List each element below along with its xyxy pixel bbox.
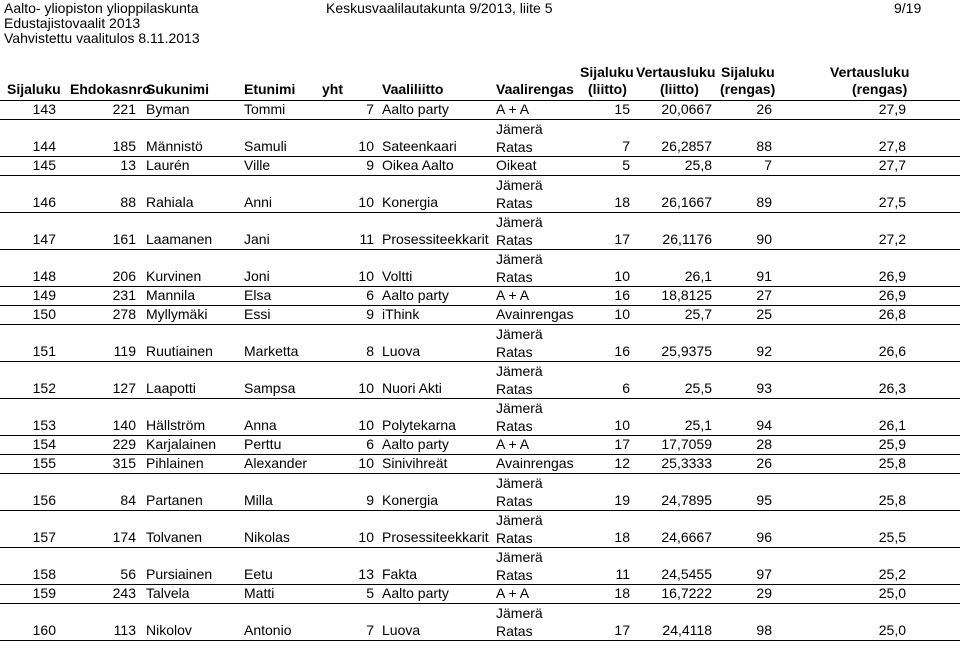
cell-vertausluku-rengas: 25,2 — [878, 566, 906, 582]
cell-vaaliliitto: Aalto party — [382, 585, 449, 601]
table-row — [0, 120, 960, 157]
cell-sukunimi: Talvela — [146, 585, 190, 601]
cell-vaalirengas: Jämerä Ratas — [496, 121, 543, 155]
cell-sijaluku-liitto: 15 — [614, 101, 630, 117]
cell-vertausluku-liitto: 17,7059 — [661, 436, 712, 452]
cell-sijaluku-liitto: 5 — [622, 157, 630, 173]
table-row — [0, 604, 960, 641]
cell-sijaluku-rengas: 98 — [756, 622, 772, 638]
col-sijaluku-rengas-2: (rengas) — [720, 81, 776, 97]
cell-vertausluku-rengas: 27,7 — [878, 157, 906, 173]
cell-yht: 7 — [366, 622, 374, 638]
cell-sukunimi: Nikolov — [146, 622, 192, 638]
col-etunimi: Etunimi — [244, 81, 296, 97]
cell-vertausluku-rengas: 27,9 — [878, 101, 906, 117]
col-vertausluku-rengas-2: (rengas) — [852, 81, 908, 97]
cell-vaalirengas: Jämerä Ratas — [496, 512, 543, 546]
cell-ehdokasnro: 127 — [112, 380, 136, 396]
cell-vaalirengas: A + A — [496, 287, 530, 303]
cell-sijaluku-rengas: 27 — [756, 287, 772, 303]
page-number: 9/19 — [894, 0, 922, 16]
cell-sijaluku-liitto: 11 — [615, 566, 630, 582]
cell-vertausluku-liitto: 25,3333 — [661, 455, 712, 471]
cell-sijaluku-liitto: 17 — [614, 622, 630, 638]
cell-vertausluku-liitto: 26,2857 — [661, 138, 712, 154]
cell-sijaluku: 160 — [32, 622, 56, 638]
cell-sukunimi: Mannila — [146, 287, 196, 303]
table-row — [0, 511, 960, 548]
cell-sijaluku: 148 — [32, 268, 56, 284]
cell-sijaluku-rengas: 91 — [756, 268, 772, 284]
cell-vaaliliitto: Prosessiteekkarit — [382, 529, 489, 545]
cell-sijaluku-liitto: 6 — [622, 380, 630, 396]
cell-sijaluku-rengas: 25 — [756, 306, 772, 322]
cell-vaalirengas: Jämerä Ratas — [496, 214, 543, 248]
cell-etunimi: Antonio — [244, 622, 292, 638]
cell-vaalirengas: Jämerä Ratas — [496, 475, 543, 509]
election-name: Edustajistovaalit 2013 — [4, 15, 141, 31]
cell-sijaluku: 145 — [32, 157, 56, 173]
cell-ehdokasnro: 231 — [112, 287, 136, 303]
cell-sijaluku-rengas: 95 — [756, 492, 772, 508]
col-sukunimi: Sukunimi — [146, 81, 210, 97]
cell-etunimi: Anna — [244, 417, 277, 433]
col-ehdokasnro: Ehdokasnro — [70, 81, 151, 97]
cell-sijaluku: 159 — [32, 585, 56, 601]
cell-vertausluku-rengas: 27,5 — [878, 194, 906, 210]
cell-ehdokasnro: 229 — [112, 436, 136, 452]
cell-sijaluku-liitto: 10 — [614, 306, 630, 322]
cell-vertausluku-rengas: 27,8 — [878, 138, 906, 154]
cell-vaalirengas: Jämerä Ratas — [496, 549, 543, 583]
col-vaalirengas: Vaalirengas — [496, 81, 574, 97]
cell-vaaliliitto: Voltti — [382, 268, 413, 284]
cell-sukunimi: Karjalainen — [146, 436, 217, 452]
cell-ehdokasnro: 161 — [112, 231, 136, 247]
cell-vaaliliitto: Aalto party — [382, 436, 449, 452]
cell-vaaliliitto: iThink — [382, 306, 420, 322]
cell-vaalirengas: Jämerä Ratas — [496, 363, 543, 397]
cell-vaaliliitto: Prosessiteekkarit — [382, 231, 489, 247]
cell-sijaluku-liitto: 19 — [614, 492, 630, 508]
cell-sijaluku-liitto: 10 — [614, 417, 630, 433]
table-row — [0, 585, 960, 604]
table-row — [0, 362, 960, 399]
cell-yht: 10 — [358, 529, 374, 545]
results-table — [0, 62, 960, 641]
cell-yht: 10 — [358, 194, 374, 210]
cell-sukunimi: Byman — [146, 101, 190, 117]
cell-vaaliliitto: Luova — [382, 343, 421, 359]
cell-sijaluku-rengas: 88 — [756, 138, 772, 154]
cell-vertausluku-rengas: 25,5 — [878, 529, 906, 545]
cell-etunimi: Marketta — [244, 343, 299, 359]
cell-vertausluku-liitto: 16,7222 — [661, 585, 712, 601]
document-reference: Keskusvaalilautakunta 9/2013, liite 5 — [326, 0, 553, 16]
cell-sijaluku-rengas: 26 — [756, 455, 772, 471]
cell-vaalirengas: Avainrengas — [496, 455, 574, 471]
cell-vertausluku-rengas: 25,9 — [878, 436, 906, 452]
cell-vertausluku-rengas: 26,9 — [878, 287, 906, 303]
cell-yht: 11 — [359, 231, 374, 247]
cell-etunimi: Samuli — [244, 138, 287, 154]
cell-vertausluku-liitto: 24,7895 — [661, 492, 712, 508]
cell-etunimi: Tommi — [244, 101, 286, 117]
cell-vaalirengas: A + A — [496, 436, 530, 452]
cell-etunimi: Essi — [244, 306, 271, 322]
table-row — [0, 325, 960, 362]
confirmed-result-date: Vahvistettu vaalitulos 8.11.2013 — [4, 30, 200, 46]
cell-vertausluku-liitto: 25,9375 — [661, 343, 712, 359]
table-row — [0, 176, 960, 213]
cell-yht: 8 — [366, 343, 374, 359]
table-row — [0, 474, 960, 511]
cell-yht: 10 — [358, 455, 374, 471]
cell-etunimi: Alexander — [244, 455, 308, 471]
cell-yht: 5 — [366, 585, 374, 601]
cell-sijaluku: 155 — [32, 455, 56, 471]
cell-sijaluku-rengas: 90 — [756, 231, 772, 247]
col-sijaluku-liitto-2: (liitto) — [588, 81, 627, 97]
cell-vertausluku-liitto: 26,1 — [684, 268, 712, 284]
cell-sijaluku: 153 — [32, 417, 56, 433]
cell-vertausluku-rengas: 25,8 — [878, 455, 906, 471]
col-vertausluku-liitto-2: (liitto) — [660, 81, 699, 97]
cell-vaalirengas: Jämerä Ratas — [496, 177, 543, 211]
cell-sijaluku-liitto: 18 — [614, 194, 630, 210]
cell-sijaluku: 144 — [32, 138, 56, 154]
cell-sukunimi: Pihlainen — [146, 455, 204, 471]
col-sijaluku-liitto-1: Sijaluku — [580, 64, 634, 80]
cell-sijaluku-liitto: 7 — [622, 138, 630, 154]
cell-etunimi: Eetu — [244, 566, 273, 582]
cell-sukunimi: Pursiainen — [146, 566, 213, 582]
cell-vaalirengas: Jämerä Ratas — [496, 605, 543, 639]
cell-etunimi: Joni — [244, 268, 270, 284]
cell-vertausluku-liitto: 24,4118 — [662, 622, 712, 638]
col-vertausluku-liitto-1: Vertausluku — [636, 64, 716, 80]
table-row — [0, 287, 960, 306]
cell-yht: 7 — [366, 101, 374, 117]
cell-vaalirengas: Avainrengas — [496, 306, 574, 322]
cell-vaalirengas: Jämerä Ratas — [496, 251, 543, 285]
cell-ehdokasnro: 84 — [120, 492, 136, 508]
cell-etunimi: Milla — [244, 492, 273, 508]
cell-vertausluku-liitto: 25,8 — [684, 157, 712, 173]
cell-sijaluku-liitto: 17 — [614, 436, 630, 452]
cell-sijaluku-liitto: 18 — [614, 529, 630, 545]
cell-vaalirengas: A + A — [496, 101, 530, 117]
cell-vertausluku-rengas: 25,0 — [878, 585, 906, 601]
cell-vertausluku-liitto: 20,0667 — [661, 101, 712, 117]
cell-sijaluku-liitto: 18 — [614, 585, 630, 601]
cell-sijaluku: 151 — [32, 343, 56, 359]
cell-sijaluku: 143 — [32, 101, 56, 117]
cell-sijaluku: 147 — [32, 231, 56, 247]
cell-yht: 9 — [366, 492, 374, 508]
cell-ehdokasnro: 119 — [113, 343, 136, 359]
cell-sukunimi: Laurén — [146, 157, 190, 173]
col-sijaluku-rengas-1: Sijaluku — [721, 64, 775, 80]
cell-vertausluku-rengas: 27,2 — [878, 231, 906, 247]
cell-sijaluku-rengas: 29 — [756, 585, 772, 601]
table-row — [0, 101, 960, 120]
cell-vaaliliitto: Oikea Aalto — [382, 157, 454, 173]
table-row — [0, 213, 960, 250]
cell-sijaluku-liitto: 17 — [614, 231, 630, 247]
cell-vertausluku-liitto: 18,8125 — [661, 287, 712, 303]
cell-ehdokasnro: 113 — [113, 622, 136, 638]
col-sijaluku: Sijaluku — [7, 81, 61, 97]
cell-ehdokasnro: 174 — [112, 529, 136, 545]
col-yht: yht — [322, 81, 343, 97]
cell-sijaluku-rengas: 7 — [764, 157, 772, 173]
cell-sijaluku: 152 — [32, 380, 56, 396]
cell-vaaliliitto: Aalto party — [382, 101, 449, 117]
cell-sukunimi: Myllymäki — [146, 306, 208, 322]
cell-ehdokasnro: 243 — [112, 585, 136, 601]
cell-sijaluku: 150 — [32, 306, 56, 322]
cell-sijaluku-rengas: 96 — [756, 529, 772, 545]
cell-vertausluku-rengas: 25,0 — [878, 622, 906, 638]
cell-etunimi: Perttu — [244, 436, 282, 452]
cell-vertausluku-rengas: 26,8 — [878, 306, 906, 322]
cell-vaalirengas: Jämerä Ratas — [496, 326, 543, 360]
cell-sukunimi: Tolvanen — [146, 529, 203, 545]
cell-ehdokasnro: 221 — [112, 101, 136, 117]
cell-sijaluku-rengas: 93 — [756, 380, 772, 396]
cell-sijaluku-liitto: 16 — [614, 287, 630, 303]
cell-vaaliliitto: Sateenkaari — [382, 138, 457, 154]
cell-vertausluku-rengas: 25,8 — [878, 492, 906, 508]
cell-sijaluku: 156 — [32, 492, 56, 508]
cell-yht: 10 — [358, 268, 374, 284]
cell-vertausluku-liitto: 25,5 — [684, 380, 712, 396]
cell-sukunimi: Rahiala — [146, 194, 194, 210]
cell-sijaluku-rengas: 89 — [756, 194, 772, 210]
cell-vertausluku-liitto: 26,1667 — [661, 194, 712, 210]
cell-sijaluku: 157 — [32, 529, 56, 545]
cell-sijaluku-rengas: 94 — [756, 417, 772, 433]
table-row — [0, 436, 960, 455]
cell-vertausluku-liitto: 24,6667 — [661, 529, 712, 545]
cell-vertausluku-rengas: 26,3 — [878, 380, 906, 396]
cell-vertausluku-rengas: 26,9 — [878, 268, 906, 284]
cell-sijaluku-rengas: 28 — [756, 436, 772, 452]
cell-ehdokasnro: 13 — [120, 157, 136, 173]
table-row — [0, 455, 960, 474]
cell-sijaluku: 149 — [32, 287, 56, 303]
table-row — [0, 306, 960, 325]
cell-etunimi: Matti — [244, 585, 275, 601]
cell-sijaluku-rengas: 26 — [756, 101, 772, 117]
cell-ehdokasnro: 278 — [112, 306, 136, 322]
cell-etunimi: Sampsa — [244, 380, 296, 396]
cell-etunimi: Anni — [244, 194, 273, 210]
cell-etunimi: Ville — [244, 157, 271, 173]
cell-vaalirengas: Oikeat — [496, 157, 537, 173]
cell-sijaluku-liitto: 12 — [614, 455, 630, 471]
cell-vaaliliitto: Konergia — [382, 194, 439, 210]
cell-yht: 9 — [366, 157, 374, 173]
cell-ehdokasnro: 140 — [112, 417, 136, 433]
cell-vaalirengas: Jämerä Ratas — [496, 400, 543, 434]
cell-ehdokasnro: 56 — [120, 566, 136, 582]
cell-vaaliliitto: Fakta — [382, 566, 418, 582]
cell-yht: 10 — [358, 417, 374, 433]
cell-sijaluku: 154 — [32, 436, 56, 452]
cell-yht: 9 — [366, 306, 374, 322]
cell-sukunimi: Ruutiainen — [146, 343, 213, 359]
cell-vertausluku-liitto: 26,1176 — [662, 231, 712, 247]
cell-vaaliliitto: Sinivihreät — [382, 455, 448, 471]
cell-ehdokasnro: 88 — [120, 194, 136, 210]
cell-sijaluku-rengas: 92 — [756, 343, 772, 359]
cell-sukunimi: Partanen — [146, 492, 203, 508]
cell-vaaliliitto: Konergia — [382, 492, 439, 508]
cell-yht: 6 — [366, 287, 374, 303]
cell-yht: 13 — [358, 566, 374, 582]
cell-sukunimi: Laapotti — [146, 380, 196, 396]
cell-yht: 6 — [366, 436, 374, 452]
table-body — [0, 101, 960, 641]
cell-ehdokasnro: 206 — [112, 268, 136, 284]
cell-ehdokasnro: 315 — [112, 455, 136, 471]
cell-yht: 10 — [358, 138, 374, 154]
cell-sijaluku: 158 — [32, 566, 56, 582]
table-row — [0, 250, 960, 287]
cell-sijaluku-liitto: 16 — [614, 343, 630, 359]
cell-vertausluku-liitto: 25,1 — [684, 417, 712, 433]
col-vertausluku-rengas-1: Vertausluku — [830, 64, 910, 80]
cell-vaalirengas: A + A — [496, 585, 530, 601]
cell-ehdokasnro: 185 — [112, 138, 136, 154]
cell-vertausluku-rengas: 26,6 — [878, 343, 906, 359]
table-row — [0, 157, 960, 176]
cell-vertausluku-liitto: 24,5455 — [661, 566, 712, 582]
cell-sukunimi: Kurvinen — [146, 268, 202, 284]
cell-sijaluku: 146 — [32, 194, 56, 210]
cell-vaaliliitto: Aalto party — [382, 287, 449, 303]
cell-sukunimi: Hällström — [146, 417, 206, 433]
cell-etunimi: Jani — [244, 231, 270, 247]
cell-vertausluku-rengas: 26,1 — [878, 417, 906, 433]
cell-etunimi: Elsa — [244, 287, 272, 303]
cell-vaaliliitto: Nuori Akti — [382, 380, 442, 396]
cell-sijaluku-liitto: 10 — [614, 268, 630, 284]
table-row — [0, 548, 960, 585]
table-row — [0, 399, 960, 436]
org-name: Aalto- yliopiston ylioppilaskunta — [4, 0, 199, 16]
cell-vertausluku-liitto: 25,7 — [684, 306, 712, 322]
cell-etunimi: Nikolas — [244, 529, 290, 545]
table-header — [0, 62, 960, 101]
cell-sukunimi: Männistö — [146, 138, 203, 154]
cell-vaaliliitto: Luova — [382, 622, 421, 638]
cell-vaaliliitto: Polytekarna — [382, 417, 456, 433]
cell-sijaluku-rengas: 97 — [756, 566, 772, 582]
col-vaaliliitto: Vaaliliitto — [382, 81, 444, 97]
cell-yht: 10 — [358, 380, 374, 396]
cell-sukunimi: Laamanen — [146, 231, 213, 247]
